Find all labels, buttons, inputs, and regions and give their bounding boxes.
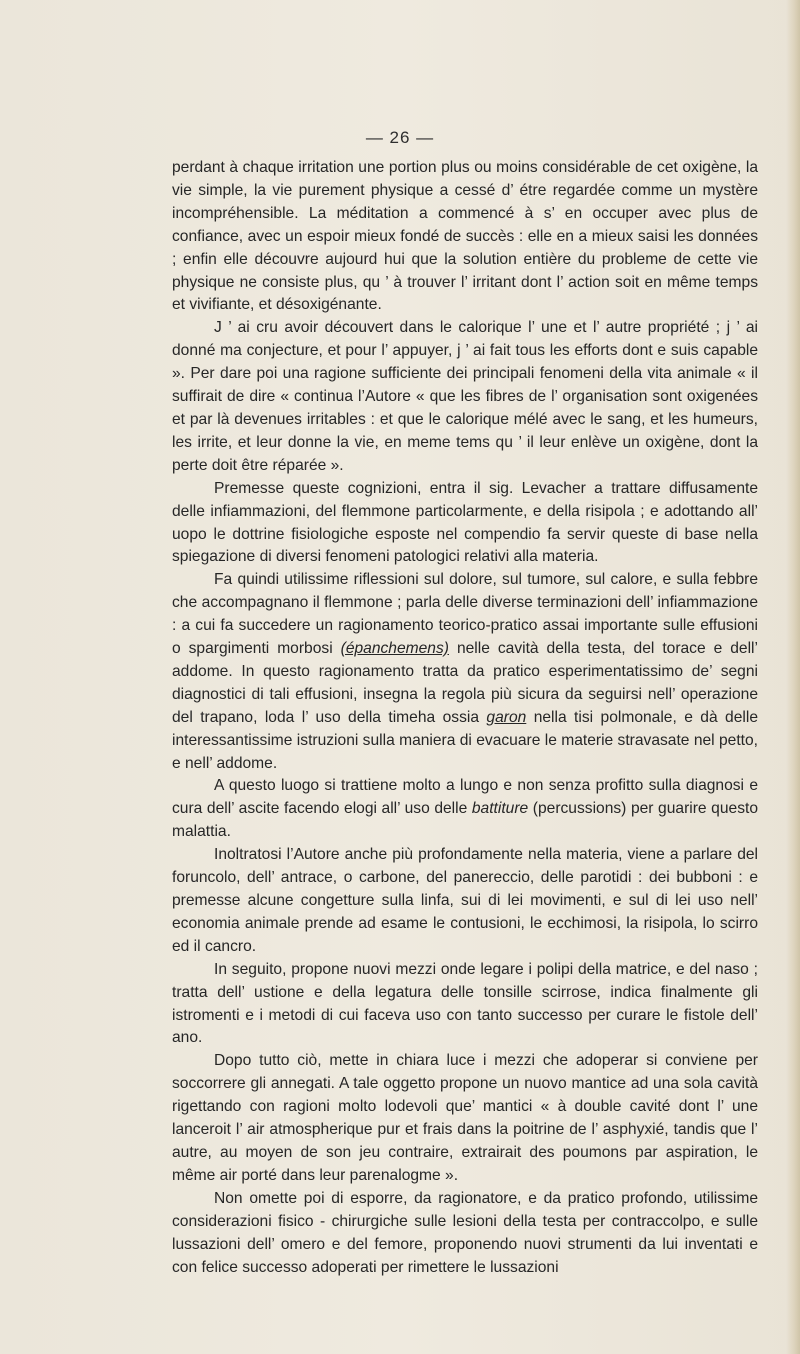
text-run: In seguito, propone nuovi mezzi onde legare i polipi della matrice, e del naso ; tratta dell’ ustione e della legatura delle tonsille scirrose, indica finalmente gli istromenti e i metodi di cui faceva uso con tanto successo per curare le fistole dell’ ano.	[172, 960, 758, 1047]
paragraph	[172, 844, 758, 959]
emphasis	[486, 709, 526, 726]
text-run: perdant à chaque irritation une portion plus ou moins considérable de cet oxigène, la vie simple, la vie purement physique a cessé d’ étre regardée comme un mystère incompréhensible. La méditation a commencé à s’ en occuper avec plus de confiance, avec un espoir mieux fondé de succès : elle en a mieux saisi les données ; enfin elle découvre aujourd hui que la solution entière du probleme de cette vie physique ne consiste plus, qu ’ à trouver l’ irritant dont l’ action soit en même temps et vivifiante, et désoxigénante.	[172, 159, 758, 314]
text-run: nella tisi polmonale, e dà delle interessantissime istruzioni sulla maniera di evacuare le materie stravasate nel petto, e nell’ addome.	[172, 708, 758, 772]
text-run: A questo luogo si trattiene molto a lungo e non senza profitto sulla diagnosi e cura dell’ ascite facendo elogi all’ uso delle	[172, 777, 758, 818]
text-run: nelle cavità della testa, del torace e dell’ addome. In questo ragionamento tratta da pratico esperimentatissimo de’ segni diagnostici di tali effusioni, insegna la regola più sicura da seguirsi nell’ operazione del trapano, loda l’ uso della timeha ossia	[172, 640, 758, 726]
paragraph	[172, 959, 758, 1051]
emphasis	[341, 640, 449, 657]
text-run: Inoltratosi l’Autore anche più profondamente nella materia, viene a parlare del foruncolo, dell’ antrace, o carbone, del panereccio, delle parotidi : dei bubboni : e premesse alcune congetture sulla linfa, sui di lei movimenti, e sul di lei uso nell’ economia animale prende ad esame le contusioni, le ecchimosi, la risipola, lo scirro ed il cancro.	[172, 846, 758, 955]
emphasized-term: garon	[486, 708, 527, 726]
paragraph	[172, 317, 758, 477]
text-run: Dopo tutto ciò, mette in chiara luce i mezzi che adoperar si conviene per soccorrere gli annegati. A tale oggetto propone un nuovo mantice ad una sola cavità rigettando con ragioni molto lodevoli que’ mantici « à double cavité dont l’ une lanceroit l’ air atmospherique pur et frais dans la poitrine de l’ asphyxié, tandis que l’ autre, au moyen de son jeu contraire, extrairait des poumons par aspiration, le même air porté dans leur parenalogme ».	[172, 1052, 758, 1184]
page-number: — 26 —	[365, 128, 435, 147]
text-run: J ’ ai cru avoir découvert dans le calorique l’ une et l’ autre propriété ; j ’ ai donné ma conjecture, et pour l’ appuyer, j ’ ai fait tous les efforts dont e suis capable ». Per dare poi una ragione sufficiente dei principali fenomeni della vita animale « il suffirait de dire « continua l’Autore « que les fibres de l’ organisation sont oxigenées et par là devenues irritables : et que le calorique mélé avec le sang, et les humeurs, les irrite, et leur donne la vie, en meme tems qu ’ il leur enlève un oxigène, dont la perte doit être réparée ».	[172, 319, 758, 474]
text-run: Premesse queste cognizioni, entra il sig. Levacher a trattare diffusamente delle infiammazioni, del flemmone particolarmente, e della risipola ; e adottando all’ uopo le dottrine fisiologiche esposte nel compendio fa servir queste di base nella spiegazione di diversi fenomeni patologici relativi alla materia.	[172, 479, 758, 566]
paragraph	[172, 1188, 758, 1280]
emphasized-term: battiture	[471, 800, 529, 818]
paragraph	[172, 569, 758, 775]
paragraph	[172, 1050, 758, 1187]
emphasized-term: (épanchemens)	[340, 640, 449, 658]
page-edge-shadow	[786, 0, 800, 1354]
body-text	[172, 157, 758, 1279]
text-run: (percussions) per guarire questo malattia.	[172, 800, 758, 841]
paragraph	[172, 478, 758, 570]
text-run: Non omette poi di esporre, da ragionatore, e da pratico profondo, utilissime considerazioni fisico - chirurgiche sulle lesioni della testa per contraccolpo, e sulle lussazioni dell’ omero e del femore, proponendo nuovi strumenti da lui inventati e con felice successo adoperati per rimettere le lussazioni	[172, 1189, 758, 1276]
paragraph	[172, 775, 758, 844]
paragraph	[172, 157, 758, 317]
text-run: Fa quindi utilissime riflessioni sul dolore, sul tumore, sul calore, e sulla febbre che accompagnano il flemmone ; parla delle diverse terminazioni dell’ infiammazione : a cui fa succedere un ragionamento teorico-pratico assai importante sulle effusioni o spargimenti morbosi	[172, 571, 758, 658]
